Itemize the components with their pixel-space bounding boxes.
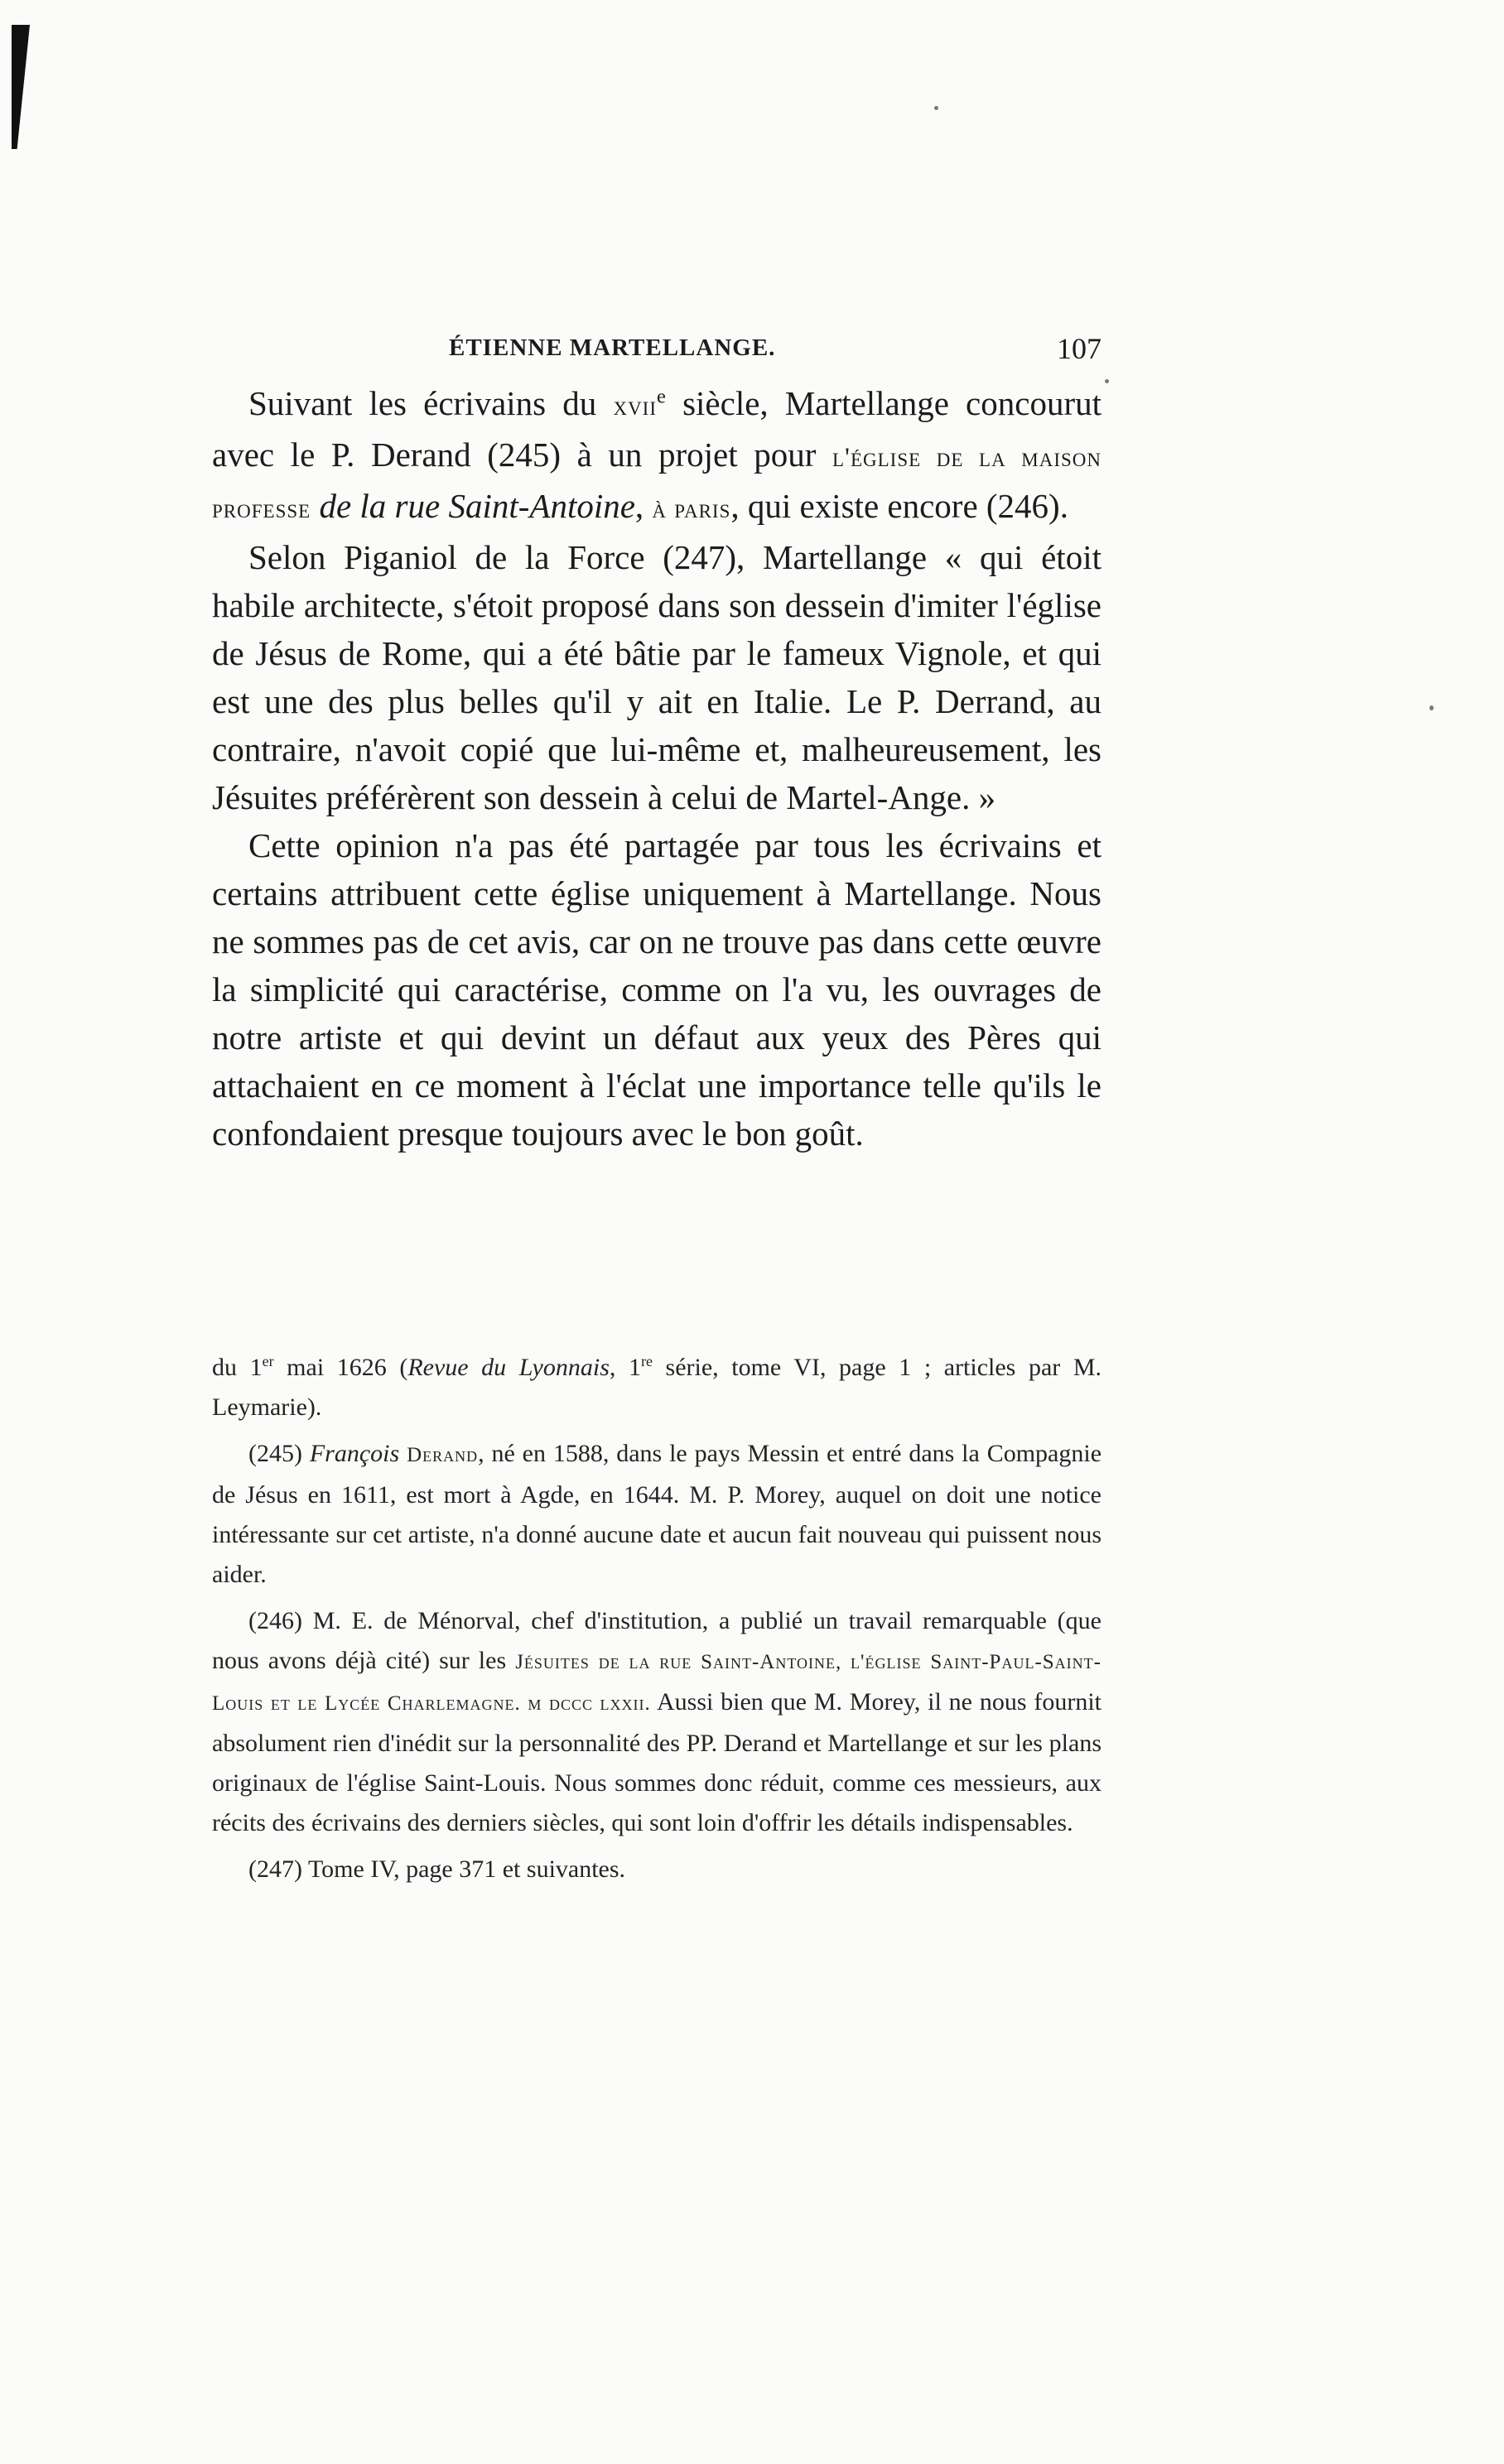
footnote-247: (247) Tome IV, page 371 et suivantes. [248,1855,626,1883]
footnotes [212,1348,1101,1896]
main-text [212,379,1101,1157]
footnote-245: (245) François Derand, né en 1588, dans le pays Messin et entré dans la Compagnie de Jésus en 1611, est mort à Agde, en 1644. M. P. Morey, auquel on doit une notice intéressante sur cet artiste, n'a donné aucune date et aucun fait nouveau qui puissent nous aider. [212,1440,1102,1588]
scan-speck [1429,705,1434,710]
paragraph-3: Cette opinion n'a pas été partagée par tous les écrivains et certains attribuent cette église uniquement à Martellange. Nous ne sommes pas de cet avis, car on ne trouve pas dans cette œuvre la simplicité qui caractérise, comme on l'a vu, les ouvrages de notre artiste et qui devint un défaut aux yeux des Pères qui attachaient en ce moment à l'éclat une importance telle qu'ils le confondaient presque toujours avec le bon goût. [212,826,1101,1153]
scan-speck [1105,379,1109,383]
paragraph-1: Suivant les écrivains du xvii$^e$ siècle, Martellange concourut avec le P. Derand (245) à un projet pour l'église de la maison professe de la rue Saint-Antoine, à paris, qui existe encore (246). [212,384,1101,525]
scan-speck [934,106,938,110]
running-title: ÉTIENNE MARTELLANGE. [449,334,776,361]
paragraph-2: Selon Piganiol de la Force (247), Martellange « qui étoit habile architecte, s'étoit proposé dans son dessein d'imiter l'église de Jésus de Rome, qui a été bâtie par le fameux Vignole, et qui est une des plus belles qu'il y ait en Italie. Le P. Derrand, au contraire, n'avoit copié que lui-même et, malheureusement, les Jésuites préférèrent son dessein à celui de Martel-Ange. » [212,538,1101,816]
page-header [449,334,1101,371]
footnote-246: (246) M. E. de Ménorval, chef d'institution, a publié un travail remarquable (que nous avons déjà cité) sur les Jésuites de la rue Saint-Antoine, l'église Saint-Paul-Saint-Louis et le Lycée Charlemagne. m dccc lxxii. Aussi bien que M. Morey, il ne nous fournit absolument rien d'inédit sur la personnalité des PP. Derand et Martellange et sur les plans originaux de l'église Saint-Louis. Nous sommes donc réduit, comme ces messieurs, aux récits des écrivains des derniers siècles, qui sont loin d'offrir les détails indispensables. [212,1607,1101,1836]
footnote-continuation: du 1er mai 1626 (Revue du Lyonnais, 1re série, tome VI, page 1 ; articles par M. Leymarie). [212,1353,1102,1421]
scan-edge-mark [12,25,30,149]
page-number: 107 [1057,332,1101,365]
